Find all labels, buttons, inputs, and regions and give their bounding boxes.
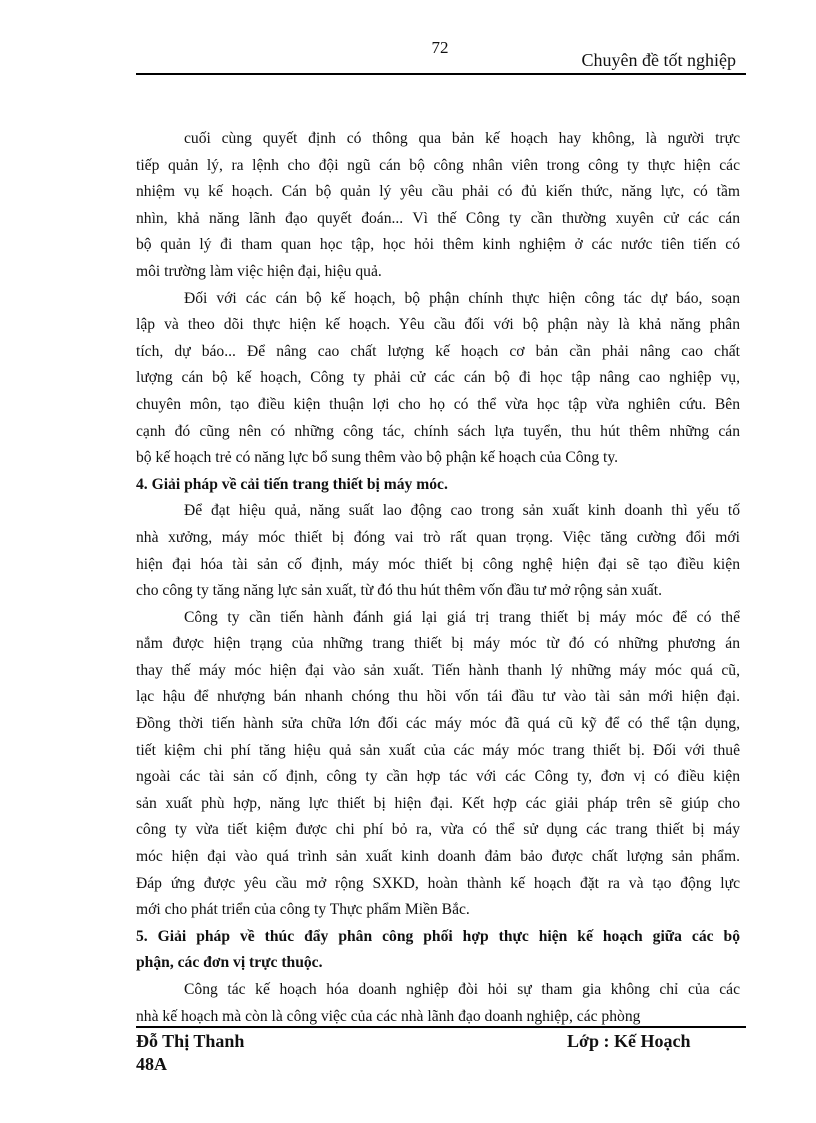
section-heading-5: 5. Giải pháp về thúc đẩy phân công phối hợp thực hiện kế hoạch giữa các bộ — [136, 927, 740, 945]
text-line: móc hiện đại vào quá trình sản xuất kinh doanh đảm bảo được chất lượng sản phẩm. — [136, 848, 740, 866]
text-line: tích, dự báo... Để nâng cao chất lượng kế hoạch cơ bản cần phải nâng cao chất — [136, 342, 740, 360]
text-line: nắm được hiện trạng của những trang thiết bị máy móc từ đó có những phương án — [136, 635, 740, 653]
text-line: hiện đại hóa tài sản cố định, máy móc thiết bị công nghệ hiện đại sẽ tạo điều kiện — [136, 555, 740, 573]
author-class-code: 48A — [136, 1054, 167, 1074]
text-line: mới cho phát triển của công ty Thực phẩm Miền Bắc. — [136, 901, 470, 919]
text-line: chuyên môn, tạo điều kiện thuận lợi cho họ có thể vừa học tập vừa nghiên cứu. Bên — [136, 395, 740, 413]
running-title: Chuyên đề tốt nghiệp — [581, 50, 736, 70]
text-line: Công tác kế hoạch hóa doanh nghiệp đòi hỏi sự tham gia không chỉ của các — [184, 981, 740, 998]
text-line: cuối cùng quyết định có thông qua bản kế hoạch hay không, là người trực — [184, 130, 740, 147]
text-line: Để đạt hiệu quả, năng suất lao động cao trong sản xuất kinh doanh thì yếu tố — [184, 502, 740, 520]
header-rule — [136, 73, 746, 75]
body-text — [136, 126, 740, 1030]
text-line: thay thế máy móc hiện đại vào sản xuất. Tiến hành thanh lý những máy móc quá cũ, — [136, 661, 740, 679]
footer-author — [136, 1030, 244, 1076]
text-line: ngoài các tài sản cố định, công ty cần hợp tác với các Công ty, đơn vị có điều kiện — [136, 768, 740, 786]
text-line: cạnh đó cũng nên có những công tác, chính sách lựa tuyển, thu hút thêm những cán — [136, 422, 740, 440]
page-number: 72 — [431, 38, 449, 57]
text-line: nhà kế hoạch mà còn là công việc của các nhà lãnh đạo doanh nghiệp, các phòng — [136, 1007, 641, 1025]
text-line: môi trường làm việc hiện đại, hiệu quả. — [136, 262, 382, 280]
footer-class: Lớp : Kế Hoạch — [567, 1031, 691, 1051]
text-line: nhà xưởng, máy móc thiết bị đóng vai trò rất quan trọng. Việc tăng cường đổi mới — [136, 528, 740, 546]
footer-rule — [136, 1026, 746, 1028]
text-line: công ty vừa tiết kiệm được chi phí bỏ ra, vừa có thể sử dụng các trang thiết bị máy — [136, 821, 740, 839]
text-line: tiết kiệm chi phí tăng hiệu quả sản xuất của các máy móc trang thiết bị. Đối với thuê — [136, 741, 740, 759]
text-line: sản xuất phù hợp, năng lực thiết bị hiện đại. Kết hợp các giải pháp trên sẽ giúp cho — [136, 794, 740, 812]
text-line: bộ quản lý đi tham quan học tập, học hỏi thêm kinh nghiệm ở các nước tiên tiến có — [136, 236, 740, 254]
text-line: lập và theo dõi thực hiện kế hoạch. Yêu cầu đối với bộ phận này là khả năng phân — [136, 316, 740, 334]
text-line: Đáp ứng được yêu cầu mở rộng SXKD, hoàn thành kế hoạch đặt ra và tạo động lực — [136, 874, 740, 892]
text-line: cho công ty tăng năng lực sản xuất, từ đó thu hút thêm vốn đầu tư mở rộng sản xuất. — [136, 582, 663, 600]
text-line: nhìn, khả năng lãnh đạo quyết đoán... Vì thế Công ty cần thường xuyên cử các cán — [136, 209, 740, 227]
section-heading-5-cont: phận, các đơn vị trực thuộc. — [136, 954, 323, 972]
text-line: Đồng thời tiến hành sửa chữa lớn đối các máy móc đã quá cũ kỹ để có thể tận dụng, — [136, 715, 740, 733]
text-line: lượng cán bộ kế hoạch, Công ty phải cử các cán bộ đi học tập nâng cao nghiệp vụ, — [136, 369, 740, 387]
text-line: nhiệm vụ kế hoạch. Cán bộ quản lý yêu cầu phải có đủ kiến thức, năng lực, có tầm — [136, 183, 740, 201]
text-line: lạc hậu để nhượng bán nhanh chóng thu hồi vốn tái đầu tư vào tài sản mới hiện đại. — [136, 688, 740, 706]
text-line: Đối với các cán bộ kế hoạch, bộ phận chính thực hiện công tác dự báo, soạn — [184, 289, 740, 307]
text-line: tiếp quản lý, ra lệnh cho đội ngũ cán bộ công nhân viên trong công ty thực hiện các — [136, 156, 740, 174]
section-heading-4: 4. Giải pháp về cải tiến trang thiết bị máy móc. — [136, 475, 448, 493]
text-line: Công ty cần tiến hành đánh giá lại giá trị trang thiết bị máy móc để có thể — [184, 608, 740, 626]
text-line: bộ kế hoạch trẻ có năng lực bổ sung thêm vào bộ phận kế hoạch của Công ty. — [136, 449, 619, 467]
author-name: Đỗ Thị Thanh — [136, 1031, 245, 1051]
